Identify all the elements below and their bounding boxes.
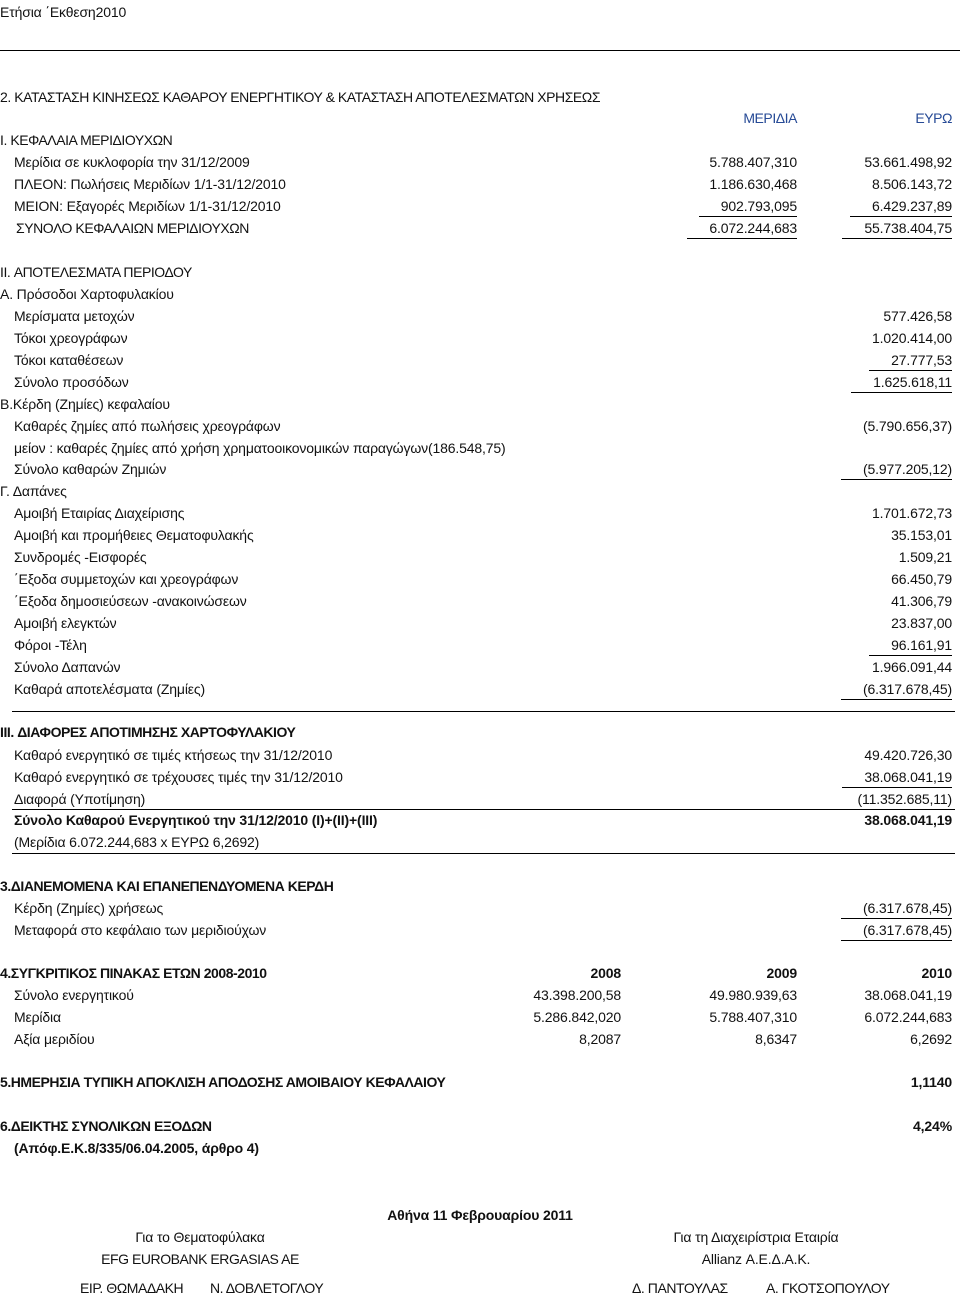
net-assets-total-label: Σύνολο Καθαρού Ενεργητικού την 31/12/2010 (I)+(II)+(III) <box>14 812 378 828</box>
column-headers <box>0 108 960 128</box>
comparison-row-label: Αξία μεριδίου <box>14 1031 95 1047</box>
income-subsection-title: Α. Πρόσοδοι Χαρτοφυλακίου <box>0 286 174 302</box>
comparison-cell: 5.788.407,310 <box>709 1009 797 1025</box>
expense-row-eur: 66.450,79 <box>891 571 952 587</box>
expense-row <box>0 591 960 611</box>
capital-section <box>0 130 960 150</box>
comparison-cell: 49.980.939,63 <box>709 987 797 1003</box>
expense-row-eur: 35.153,01 <box>891 527 952 543</box>
expense-row <box>0 613 960 633</box>
comparison-cell: 43.398.200,58 <box>533 987 621 1003</box>
results-section <box>0 262 960 282</box>
comparison-cell: 5.286.842,020 <box>533 1009 621 1025</box>
capital-section-title: I. ΚΕΦΑΛΑΙΑ ΜΕΡΙΔΙΟΥΧΩΝ <box>0 132 173 148</box>
income-row-eur: 577.426,58 <box>883 308 952 324</box>
statement-title: 2. ΚΑΤΑΣΤΑΣΗ ΚΙΝΗΣΕΩΣ ΚΑΘΑΡΟΥ ΕΝΕΡΓΗΤΙΚΟΥ & ΚΑΤΑΣΤΑΣΗ ΑΠΟΤΕΛΕΣΜΑΤΩΝ ΧΡΗΣΕΩΣ <box>0 89 601 105</box>
income-row <box>0 328 960 348</box>
expense-row-eur: 23.837,00 <box>891 615 952 631</box>
comparison-cell: 6.072.244,683 <box>864 1009 952 1025</box>
capital-row-units: 1.186.630,468 <box>709 176 797 192</box>
income-total-row <box>0 372 960 392</box>
capital-gains-subsection <box>0 394 960 414</box>
income-row-eur: 27.777,53 <box>869 350 952 371</box>
capital-gains-row-label: Καθαρές ζημίες από πωλήσεις χρεογράφων <box>14 418 281 434</box>
distributed-row <box>0 920 960 940</box>
distributed-row-label: Κέρδη (Ζημίες) χρήσεως <box>14 900 164 916</box>
valuation-row-label: Διαφορά (Υποτίμηση) <box>14 791 146 807</box>
comparison-row-label: Σύνολο ενεργητικού <box>14 987 134 1003</box>
capital-total-row <box>0 218 960 238</box>
distributed-section-title: 3.ΔΙΑΝΕΜΟΜΕΝΑ ΚΑΙ ΕΠΑΝΕΠΕΝΔΥΟΜΕΝΑ ΚΕΡΔΗ <box>0 878 334 894</box>
comparison-section-title: 4.ΣΥΓΚΡΙΤΙΚΟΣ ΠΙΝΑΚΑΣ ΕΤΩΝ 2008-2010 <box>0 965 267 981</box>
expense-row <box>0 569 960 589</box>
results-end-rule <box>12 711 955 712</box>
net-result-label: Καθαρά αποτελέσματα (Ζημίες) <box>14 681 205 697</box>
distributed-row-label: Μεταφορά στο κεφάλαιο των μεριδιούχων <box>14 922 267 938</box>
net-result-row <box>0 679 960 699</box>
capital-gains-total-row <box>0 459 960 479</box>
income-row <box>0 306 960 326</box>
distributed-section <box>0 876 960 896</box>
ter-label: 6.ΔΕΙΚΤΗΣ ΣΥΝΟΛΙΚΩΝ ΕΞΟΔΩΝ <box>0 1118 212 1134</box>
expense-row <box>0 503 960 523</box>
ter-row <box>0 1116 960 1136</box>
valuation-row-eur: (11.352.685,11) <box>857 791 952 807</box>
capital-row-label: ΜΕΙΟΝ: Εξαγορές Μεριδίων 1/1-31/12/2010 <box>14 198 281 214</box>
volatility-label: 5.ΗΜΕΡΗΣΙΑ ΤΥΠΙΚΗ ΑΠΟΚΛΙΣΗ ΑΠΟΔΟΣΗΣ ΑΜΟΙΒΑΙΟΥ ΚΕΦΑΛΑΙΟΥ <box>0 1074 446 1090</box>
results-section-title: II. ΑΠΟΤΕΛΕΣΜΑΤΑ ΠΕΡΙΟΔΟΥ <box>0 264 192 280</box>
valuation-row-eur: 38.068.041,19 <box>842 767 952 788</box>
distributed-row-eur: (6.317.678,45) <box>841 898 952 919</box>
capital-row-label: ΠΛΕΟΝ: Πωλήσεις Μεριδίων 1/1-31/12/2010 <box>14 176 286 192</box>
comparison-header-row <box>0 963 960 983</box>
distributed-row <box>0 898 960 918</box>
valuation-section-title: III. ΔΙΑΦΟΡΕΣ ΑΠΟΤΙΜΗΣΗΣ ΧΑΡΤΟΦΥΛΑΚΙΟΥ <box>0 724 296 740</box>
net-assets-total-eur: 38.068.041,19 <box>864 812 952 828</box>
net-result-eur: (6.317.678,45) <box>841 679 952 700</box>
capital-row <box>0 152 960 172</box>
income-row <box>0 350 960 370</box>
valuation-row <box>0 745 960 765</box>
net-assets-note: (Μερίδια 6.072.244,683 x ΕΥΡΩ 6,2692) <box>14 834 260 850</box>
report-header <box>0 2 960 22</box>
expense-row-label: ΄Εξοδα συμμετοχών και χρεογράφων <box>14 571 239 587</box>
comparison-cell: 8,6347 <box>755 1031 797 1047</box>
expense-row-label: Αμοιβή Εταιρίας Διαχείρισης <box>14 505 185 521</box>
manager-company: Allianz Α.Ε.Δ.Α.Κ. <box>701 1251 811 1267</box>
volatility-row <box>0 1072 960 1092</box>
place-date-row <box>0 1205 960 1225</box>
capital-gains-total-eur: (5.977.205,12) <box>841 459 952 480</box>
comparison-cell: 38.068.041,19 <box>864 987 952 1003</box>
income-subsection <box>0 284 960 304</box>
expense-row-label: Αμοιβή και προμήθειες Θεματοφυλακής <box>14 527 254 543</box>
valuation-section <box>0 722 960 742</box>
expense-row <box>0 635 960 655</box>
capital-gains-row <box>0 416 960 436</box>
capital-total-label: ΣΥΝΟΛΟ ΚΕΦΑΛΑΙΩΝ ΜΕΡΙΔΙΟΥΧΩΝ <box>16 220 249 236</box>
manager-signatory: Α. ΓΚΟΤΣΟΠΟΥΛΟΥ <box>766 1280 890 1296</box>
comparison-year-header: 2010 <box>921 965 952 981</box>
ter-note-row <box>0 1138 960 1158</box>
valuation-row <box>0 789 960 809</box>
expenses-subsection <box>0 481 960 501</box>
expenses-total-row <box>0 657 960 677</box>
volatility-value: 1,1140 <box>910 1074 952 1090</box>
expense-row-eur: 1.509,21 <box>898 549 952 565</box>
valuation-row <box>0 767 960 787</box>
capital-row <box>0 174 960 194</box>
expenses-total-label: Σύνολο Δαπανών <box>14 659 121 675</box>
comparison-cell: 6,2692 <box>910 1031 952 1047</box>
valuation-row-eur: 49.420.726,30 <box>864 747 952 763</box>
capital-gains-row-label: μείον : καθαρές ζημίες από χρήση χρηματοοικονομικών παραγώγων(186.548,75) <box>14 440 506 456</box>
custodian-caption: Για το Θεματοφύλακα <box>135 1229 265 1245</box>
valuation-row-label: Καθαρό ενεργητικό σε τρέχουσες τιμές την 31/12/2010 <box>14 769 343 785</box>
ter-value: 4,24% <box>913 1118 952 1134</box>
distributed-row-eur: (6.317.678,45) <box>841 920 952 941</box>
expenses-total-eur: 1.966.091,44 <box>872 659 952 675</box>
capital-row-label: Μερίδια σε κυκλοφορία την 31/12/2009 <box>14 154 250 170</box>
report-title: Ετήσια ΄Εκθεση2010 <box>0 4 127 20</box>
signatories-row <box>0 1278 960 1298</box>
comparison-year-header: 2008 <box>590 965 621 981</box>
custodian-signatory: Ν. ΔΟΒΛΕΤΟΓΛΟΥ <box>210 1280 324 1296</box>
expense-row <box>0 525 960 545</box>
expense-row-label: Φόροι -Τέλη <box>14 637 87 653</box>
expense-row-eur: 41.306,79 <box>891 593 952 609</box>
income-row-label: Τόκοι καταθέσεων <box>14 352 124 368</box>
header-rule <box>0 50 960 51</box>
custodian-company: EFG EUROBANK ERGASIAS AE <box>101 1251 299 1267</box>
net-assets-note-row <box>0 832 960 852</box>
expense-row <box>0 547 960 567</box>
comparison-row <box>0 1029 960 1049</box>
manager-caption: Για τη Διαχειρίστρια Εταιρία <box>673 1229 839 1245</box>
income-row-label: Τόκοι χρεογράφων <box>14 330 128 346</box>
comparison-row <box>0 985 960 1005</box>
manager-signatory: Δ. ΠΑΝΤΟΥΛΑΣ <box>632 1280 728 1296</box>
capital-row-units: 5.788.407,310 <box>709 154 797 170</box>
expense-row-label: Αμοιβή ελεγκτών <box>14 615 117 631</box>
capital-gains-row <box>0 438 960 458</box>
income-row-label: Μερίσματα μετοχών <box>14 308 135 324</box>
eur-column-header: ΕΥΡΩ <box>915 110 952 126</box>
signature-companies-row <box>0 1249 960 1269</box>
ter-note: (Απόφ.Ε.Κ.8/335/06.04.2005, άρθρο 4) <box>14 1140 259 1156</box>
capital-row-units: 902.793,095 <box>699 196 797 217</box>
capital-row <box>0 196 960 216</box>
expense-row-label: ΄Εξοδα δημοσιεύσεων -ανακοινώσεων <box>14 593 247 609</box>
expenses-subsection-title: Γ. Δαπάνες <box>0 483 67 499</box>
capital-total-units: 6.072.244,683 <box>687 218 797 239</box>
comparison-cell: 8,2087 <box>579 1031 621 1047</box>
comparison-row <box>0 1007 960 1027</box>
expense-row-eur: 1.701.672,73 <box>872 505 952 521</box>
custodian-signatory: ΕΙΡ. ΘΩΜΑΔΑΚΗ <box>80 1280 184 1296</box>
valuation-row-label: Καθαρό ενεργητικό σε τιμές κτήσεως την 31/12/2010 <box>14 747 333 763</box>
income-row-eur: 1.020.414,00 <box>872 330 952 346</box>
units-column-header: ΜΕΡΙΔΙΑ <box>743 110 797 126</box>
income-total-label: Σύνολο προσόδων <box>14 374 129 390</box>
comparison-year-header: 2009 <box>766 965 797 981</box>
capital-total-eur: 55.738.404,75 <box>842 218 952 239</box>
capital-gains-subsection-title: Β.Κέρδη (Ζημίες) κεφαλαίου <box>0 396 170 412</box>
capital-gains-row-eur: (5.790.656,37) <box>863 418 952 434</box>
statement-end-rule <box>12 853 955 854</box>
capital-row-eur: 6.429.237,89 <box>850 196 952 217</box>
net-assets-total-row <box>0 810 960 830</box>
statement-heading <box>0 87 960 107</box>
capital-gains-total-label: Σύνολο καθαρών Ζημιών <box>14 461 167 477</box>
expense-row-label: Συνδρομές -Εισφορές <box>14 549 147 565</box>
income-total-eur: 1.625.618,11 <box>851 372 952 393</box>
capital-row-eur: 53.661.498,92 <box>864 154 952 170</box>
expense-row-eur: 96.161,91 <box>869 635 952 656</box>
place-date: Αθήνα 11 Φεβρουαρίου 2011 <box>387 1207 573 1223</box>
capital-row-eur: 8.506.143,72 <box>872 176 952 192</box>
signature-captions-row <box>0 1227 960 1247</box>
comparison-row-label: Μερίδια <box>14 1009 61 1025</box>
